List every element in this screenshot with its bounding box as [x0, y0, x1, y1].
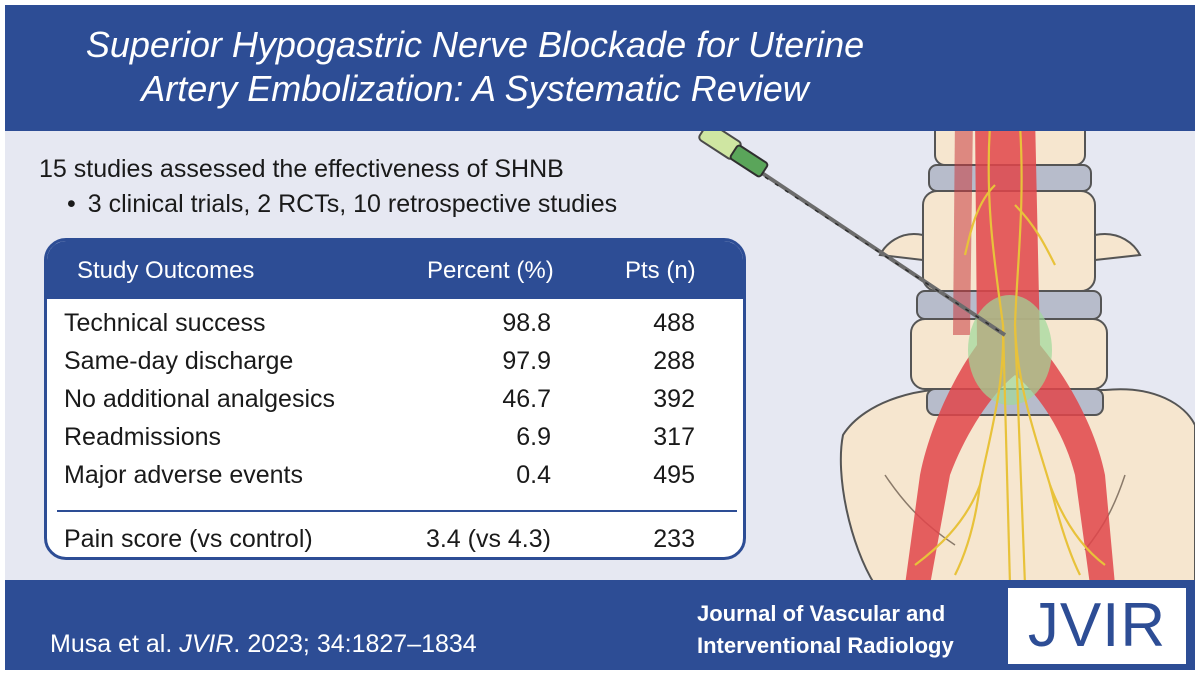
cell-pts: 495 — [653, 461, 695, 489]
table-divider — [57, 510, 737, 512]
cell-outcome: Technical success — [64, 309, 266, 337]
footer-band — [5, 580, 1195, 670]
table-row — [47, 305, 743, 343]
cell-percent: 97.9 — [502, 347, 551, 375]
bullet-icon: • — [67, 190, 76, 218]
citation-details: . 2023; 34:1827–1834 — [233, 630, 477, 658]
outcomes-table — [44, 238, 746, 560]
summary-bullet-text: 3 clinical trials, 2 RCTs, 10 retrospective studies — [87, 190, 618, 218]
citation — [50, 630, 477, 659]
citation-journal: JVIR — [179, 630, 234, 658]
cell-pts: 233 — [653, 525, 695, 553]
table-row — [47, 343, 743, 381]
table-row — [47, 381, 743, 419]
injection-area-icon — [968, 295, 1052, 405]
cell-pts: 488 — [653, 309, 695, 337]
cell-percent: 98.8 — [502, 309, 551, 337]
infographic — [5, 5, 1195, 670]
cell-pts: 288 — [653, 347, 695, 375]
journal-abbr: JVIR — [1027, 591, 1167, 660]
cell-percent: 0.4 — [516, 461, 551, 489]
header-study-outcomes: Study Outcomes — [77, 257, 255, 284]
summary-bullet — [67, 190, 617, 219]
cell-pts: 392 — [653, 385, 695, 413]
journal-name — [697, 598, 1007, 662]
header-percent: Percent (%) — [427, 257, 554, 284]
header-pts: Pts (n) — [625, 257, 696, 284]
cell-percent: 3.4 (vs 4.3) — [425, 525, 551, 553]
cell-outcome: Major adverse events — [64, 461, 304, 489]
journal-name-line2: Interventional Radiology — [697, 633, 954, 658]
table-row — [47, 457, 743, 495]
table-footer-row — [47, 521, 743, 559]
cell-percent: 46.7 — [502, 385, 551, 413]
summary-headline: 15 studies assessed the effectiveness of SHNB — [39, 155, 564, 183]
cell-outcome: Readmissions — [64, 423, 222, 451]
cell-outcome: Pain score (vs control) — [64, 525, 313, 553]
title-band — [5, 5, 1195, 131]
journal-name-line1: Journal of Vascular and — [697, 601, 946, 626]
journal-logo — [1008, 588, 1186, 664]
cell-percent: 6.9 — [516, 423, 551, 451]
citation-authors: Musa et al. — [50, 630, 173, 658]
cell-outcome: No additional analgesics — [64, 385, 336, 413]
table-header — [47, 241, 743, 299]
cell-pts: 317 — [653, 423, 695, 451]
cell-outcome: Same-day discharge — [64, 347, 294, 375]
table-row — [47, 419, 743, 457]
page-title: Superior Hypogastric Nerve Blockade for Uterine Artery Embolization: A Systematic Review — [85, 24, 865, 109]
